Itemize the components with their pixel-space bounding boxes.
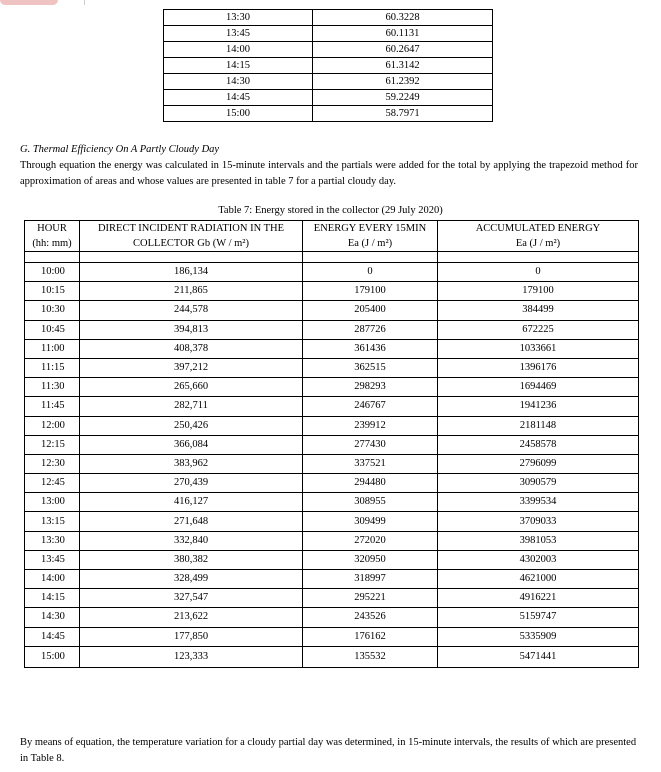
hour-cell: 14:15 — [25, 589, 80, 608]
table-row — [25, 589, 639, 608]
table-row — [25, 282, 639, 301]
table-row — [25, 493, 639, 512]
accumulated-cell: 3090579 — [438, 474, 639, 493]
radiation-cell: 416,127 — [80, 493, 303, 512]
hour-cell: 10:00 — [25, 263, 80, 282]
time-cell: 13:30 — [164, 10, 313, 26]
energy-cell: 176162 — [303, 627, 438, 646]
accumulated-cell: 2796099 — [438, 454, 639, 473]
header-divider — [84, 0, 85, 5]
accumulated-cell: 1941236 — [438, 397, 639, 416]
energy-cell: 243526 — [303, 608, 438, 627]
table-row — [25, 378, 639, 397]
header-hour-title: HOUR — [37, 223, 67, 234]
hour-cell: 13:00 — [25, 493, 80, 512]
table-row — [25, 320, 639, 339]
table-row — [164, 10, 493, 26]
accumulated-cell: 384499 — [438, 301, 639, 320]
hour-cell: 14:45 — [25, 627, 80, 646]
radiation-cell: 213,622 — [80, 608, 303, 627]
time-cell: 13:45 — [164, 26, 313, 42]
radiation-cell: 327,547 — [80, 589, 303, 608]
accumulated-cell: 179100 — [438, 282, 639, 301]
header-energy-title: ENERGY EVERY 15MIN — [313, 223, 427, 234]
time-cell: 14:15 — [164, 58, 313, 74]
table-row — [164, 26, 493, 42]
hour-cell: 11:45 — [25, 397, 80, 416]
energy-cell: 320950 — [303, 550, 438, 569]
table-row — [164, 106, 493, 122]
hour-cell: 11:30 — [25, 378, 80, 397]
radiation-cell: 397,212 — [80, 358, 303, 377]
spacer-cell — [303, 252, 438, 263]
table-row — [164, 90, 493, 106]
energy-cell: 295221 — [303, 589, 438, 608]
table-row — [164, 58, 493, 74]
header-accumulated-energy — [438, 221, 639, 252]
table-6-continuation — [163, 9, 493, 122]
value-cell: 61.3142 — [313, 58, 493, 74]
table-row — [25, 531, 639, 550]
hour-cell: 13:45 — [25, 550, 80, 569]
paragraph-intro: Through equation the energy was calculated in 15-minute intervals and the partials were added for the total by applying the trapezoid method for approximation of areas and whose values are presented in table 7 for a partial cloudy day. — [20, 160, 638, 187]
radiation-cell: 380,382 — [80, 550, 303, 569]
energy-cell: 135532 — [303, 646, 438, 667]
table-row — [25, 512, 639, 531]
table-7-caption: Table 7: Energy stored in the collector (29 July 2020) — [218, 205, 443, 216]
header-hour-unit: (hh: mm) — [32, 238, 72, 249]
radiation-cell: 328,499 — [80, 570, 303, 589]
energy-cell: 272020 — [303, 531, 438, 550]
accumulated-cell: 0 — [438, 263, 639, 282]
hour-cell: 15:00 — [25, 646, 80, 667]
radiation-cell: 271,648 — [80, 512, 303, 531]
spacer-cell — [438, 252, 639, 263]
hour-cell: 10:45 — [25, 320, 80, 339]
table-row — [25, 474, 639, 493]
header-decoration — [0, 0, 58, 5]
radiation-cell: 394,813 — [80, 320, 303, 339]
table-row — [25, 608, 639, 627]
header-energy-unit: Ea (J / m²) — [347, 238, 393, 249]
energy-cell: 294480 — [303, 474, 438, 493]
energy-cell: 246767 — [303, 397, 438, 416]
table-row — [25, 646, 639, 667]
radiation-cell: 270,439 — [80, 474, 303, 493]
header-energy-15min — [303, 221, 438, 252]
radiation-cell: 332,840 — [80, 531, 303, 550]
table-row — [25, 550, 639, 569]
spacer-cell — [80, 252, 303, 263]
energy-cell: 205400 — [303, 301, 438, 320]
table-row — [25, 454, 639, 473]
table-row — [25, 358, 639, 377]
accumulated-cell: 672225 — [438, 320, 639, 339]
energy-cell: 179100 — [303, 282, 438, 301]
accumulated-cell: 5159747 — [438, 608, 639, 627]
table-row — [25, 339, 639, 358]
accumulated-cell: 4916221 — [438, 589, 639, 608]
accumulated-cell: 2181148 — [438, 416, 639, 435]
accumulated-cell: 1694469 — [438, 378, 639, 397]
radiation-cell: 408,378 — [80, 339, 303, 358]
radiation-cell: 366,084 — [80, 435, 303, 454]
hour-cell: 12:45 — [25, 474, 80, 493]
value-cell: 59.2249 — [313, 90, 493, 106]
radiation-cell: 123,333 — [80, 646, 303, 667]
value-cell: 58.7971 — [313, 106, 493, 122]
value-cell: 60.3228 — [313, 10, 493, 26]
hour-cell: 11:15 — [25, 358, 80, 377]
header-accumulated-title: ACCUMULATED ENERGY — [475, 223, 601, 234]
table-row — [25, 301, 639, 320]
table-row — [25, 416, 639, 435]
accumulated-cell: 3399534 — [438, 493, 639, 512]
energy-cell: 308955 — [303, 493, 438, 512]
table-row — [25, 435, 639, 454]
time-cell: 14:30 — [164, 74, 313, 90]
hour-cell: 12:00 — [25, 416, 80, 435]
section-heading: G. Thermal Efficiency On A Partly Cloudy Day — [20, 144, 220, 155]
paragraph-closing: By means of equation, the temperature variation for a cloudy partial day was determined, in 15-minute intervals, the results of which are presented in Table 8. — [20, 737, 637, 764]
energy-cell: 309499 — [303, 512, 438, 531]
energy-cell: 0 — [303, 263, 438, 282]
table-row — [25, 570, 639, 589]
radiation-cell: 265,660 — [80, 378, 303, 397]
header-radiation-title: DIRECT INCIDENT RADIATION IN THE — [97, 223, 285, 234]
table-row — [164, 74, 493, 90]
header-accumulated-unit: Ea (J / m²) — [515, 238, 561, 249]
table-7 — [24, 220, 639, 668]
accumulated-cell: 1033661 — [438, 339, 639, 358]
hour-cell: 11:00 — [25, 339, 80, 358]
accumulated-cell: 2458578 — [438, 435, 639, 454]
table-row — [25, 627, 639, 646]
energy-cell: 318997 — [303, 570, 438, 589]
header-hour — [25, 221, 80, 252]
radiation-cell: 186,134 — [80, 263, 303, 282]
time-cell: 14:45 — [164, 90, 313, 106]
energy-cell: 361436 — [303, 339, 438, 358]
accumulated-cell: 4302003 — [438, 550, 639, 569]
time-cell: 14:00 — [164, 42, 313, 58]
radiation-cell: 177,850 — [80, 627, 303, 646]
table-row — [25, 397, 639, 416]
hour-cell: 12:30 — [25, 454, 80, 473]
value-cell: 60.1131 — [313, 26, 493, 42]
time-cell: 15:00 — [164, 106, 313, 122]
header-spacer-row — [25, 252, 639, 263]
header-radiation — [80, 221, 303, 252]
hour-cell: 13:15 — [25, 512, 80, 531]
energy-cell: 337521 — [303, 454, 438, 473]
hour-cell: 10:30 — [25, 301, 80, 320]
hour-cell: 13:30 — [25, 531, 80, 550]
hour-cell: 14:00 — [25, 570, 80, 589]
header-radiation-unit: COLLECTOR Gb (W / m²) — [133, 238, 249, 249]
accumulated-cell: 5335909 — [438, 627, 639, 646]
hour-cell: 10:15 — [25, 282, 80, 301]
energy-cell: 362515 — [303, 358, 438, 377]
accumulated-cell: 4621000 — [438, 570, 639, 589]
hour-cell: 12:15 — [25, 435, 80, 454]
energy-cell: 287726 — [303, 320, 438, 339]
accumulated-cell: 1396176 — [438, 358, 639, 377]
radiation-cell: 244,578 — [80, 301, 303, 320]
value-cell: 60.2647 — [313, 42, 493, 58]
radiation-cell: 383,962 — [80, 454, 303, 473]
accumulated-cell: 5471441 — [438, 646, 639, 667]
value-cell: 61.2392 — [313, 74, 493, 90]
radiation-cell: 211,865 — [80, 282, 303, 301]
energy-cell: 277430 — [303, 435, 438, 454]
radiation-cell: 282,711 — [80, 397, 303, 416]
accumulated-cell: 3709033 — [438, 512, 639, 531]
accumulated-cell: 3981053 — [438, 531, 639, 550]
energy-cell: 298293 — [303, 378, 438, 397]
table-row — [164, 42, 493, 58]
energy-cell: 239912 — [303, 416, 438, 435]
spacer-cell — [25, 252, 80, 263]
hour-cell: 14:30 — [25, 608, 80, 627]
table-row — [25, 263, 639, 282]
radiation-cell: 250,426 — [80, 416, 303, 435]
